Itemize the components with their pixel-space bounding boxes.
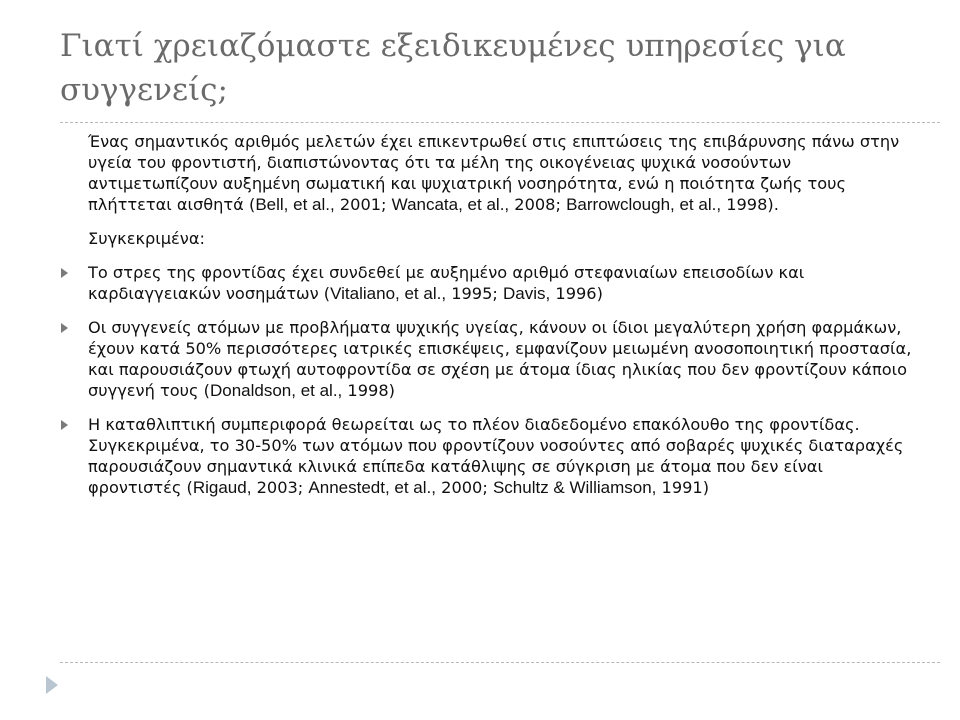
citation-year: 1998). (721, 195, 779, 214)
citation-year: 1991) (656, 478, 710, 497)
citation: Rigaud, (192, 478, 252, 497)
bullet-item (60, 262, 920, 304)
title-divider (60, 122, 940, 123)
bullet-item (60, 414, 920, 498)
citation-year: 2008; (509, 195, 567, 214)
citation-year: 1998) (342, 381, 395, 400)
next-slide-arrow-icon[interactable] (46, 676, 58, 694)
bullet-text: Η καταθλιπτική συμπεριφορά θεωρείται ως το πλέον διαδεδομένο επακόλουθο της φροντίδας. Συγκεκριμένα, το 30-50% των ατόμων που φροντίζουν νοσούντες από σοβαρές ψυχικές διαταραχές παρουσιάζουν σημαντικά κλινικά επίπεδα κατάθλιψης σε σύγκριση με άτομα που δεν είναι φροντιστές ( (88, 415, 904, 497)
citation-year: 1995; (446, 284, 504, 303)
citation-year: 2001; (334, 195, 392, 214)
bullet-text: Οι συγγενείς ατόμων με προβλήματα ψυχικής υγείας, κάνουν οι ίδιοι μεγαλύτερη χρήση φαρμάκων, έχουν κατά 50% περισσότερες ιατρικές επισκέψεις, εμφανίζουν μειωμένη ανοσοποιητική προστασία, και παρουσιάζουν φτωχή αυτοφροντίδα σε σχέση με άτομα ίδιας ηλικίας που δεν φροντίζουν κάποιο συγγενή τους ( (88, 318, 912, 400)
citation: Schultz & Williamson, (492, 478, 657, 497)
citation-year: 1996) (550, 284, 603, 303)
citation: Wancata, et al., (391, 195, 510, 214)
slide-body (60, 131, 920, 498)
citation: Donaldson, et al., (209, 381, 343, 400)
bullet-item (60, 317, 920, 401)
bullet-text: Το στρες της φροντίδας έχει συνδεθεί με αυξημένο αριθμό στεφανιαίων επεισοδίων και καρδιαγγειακών νοσημάτων ( (88, 263, 805, 303)
citation-year: 2003; (251, 478, 309, 497)
citation-year: 2000; (436, 478, 493, 497)
citation: Annestedt, et al., (308, 478, 436, 497)
bullet-arrow-icon (61, 268, 68, 278)
intro-text: Ένας σημαντικός αριθμός μελετών έχει επικεντρωθεί στις επιπτώσεις της επιβάρυνσης πάνω στην υγεία του φροντιστή, διαπιστώνοντας ότι τα μέλη της οικογένειας ψυχικά νοσούντων αντιμετωπίζουν αυξημένη σωματική και ψυχιατρική νοσηρότητα, ενώ η ποιότητα ζωής τους πλήττεται αισθητά ( (88, 132, 900, 214)
footer-divider (60, 662, 940, 663)
citation: Davis, (503, 284, 551, 303)
citation: Bell, et al., (255, 195, 335, 214)
bullet-arrow-icon (61, 420, 68, 430)
slide-title: Γιατί χρειαζόμαστε εξειδικευμένες υπηρεσίες για συγγενείς; (60, 28, 846, 108)
intro-paragraph (60, 131, 920, 215)
citation: Barrowclough, et al., (566, 195, 722, 214)
lead-text: Συγκεκριμένα: (88, 229, 205, 248)
citation: Vitaliano, et al., (330, 284, 447, 303)
bullet-arrow-icon (61, 323, 68, 333)
